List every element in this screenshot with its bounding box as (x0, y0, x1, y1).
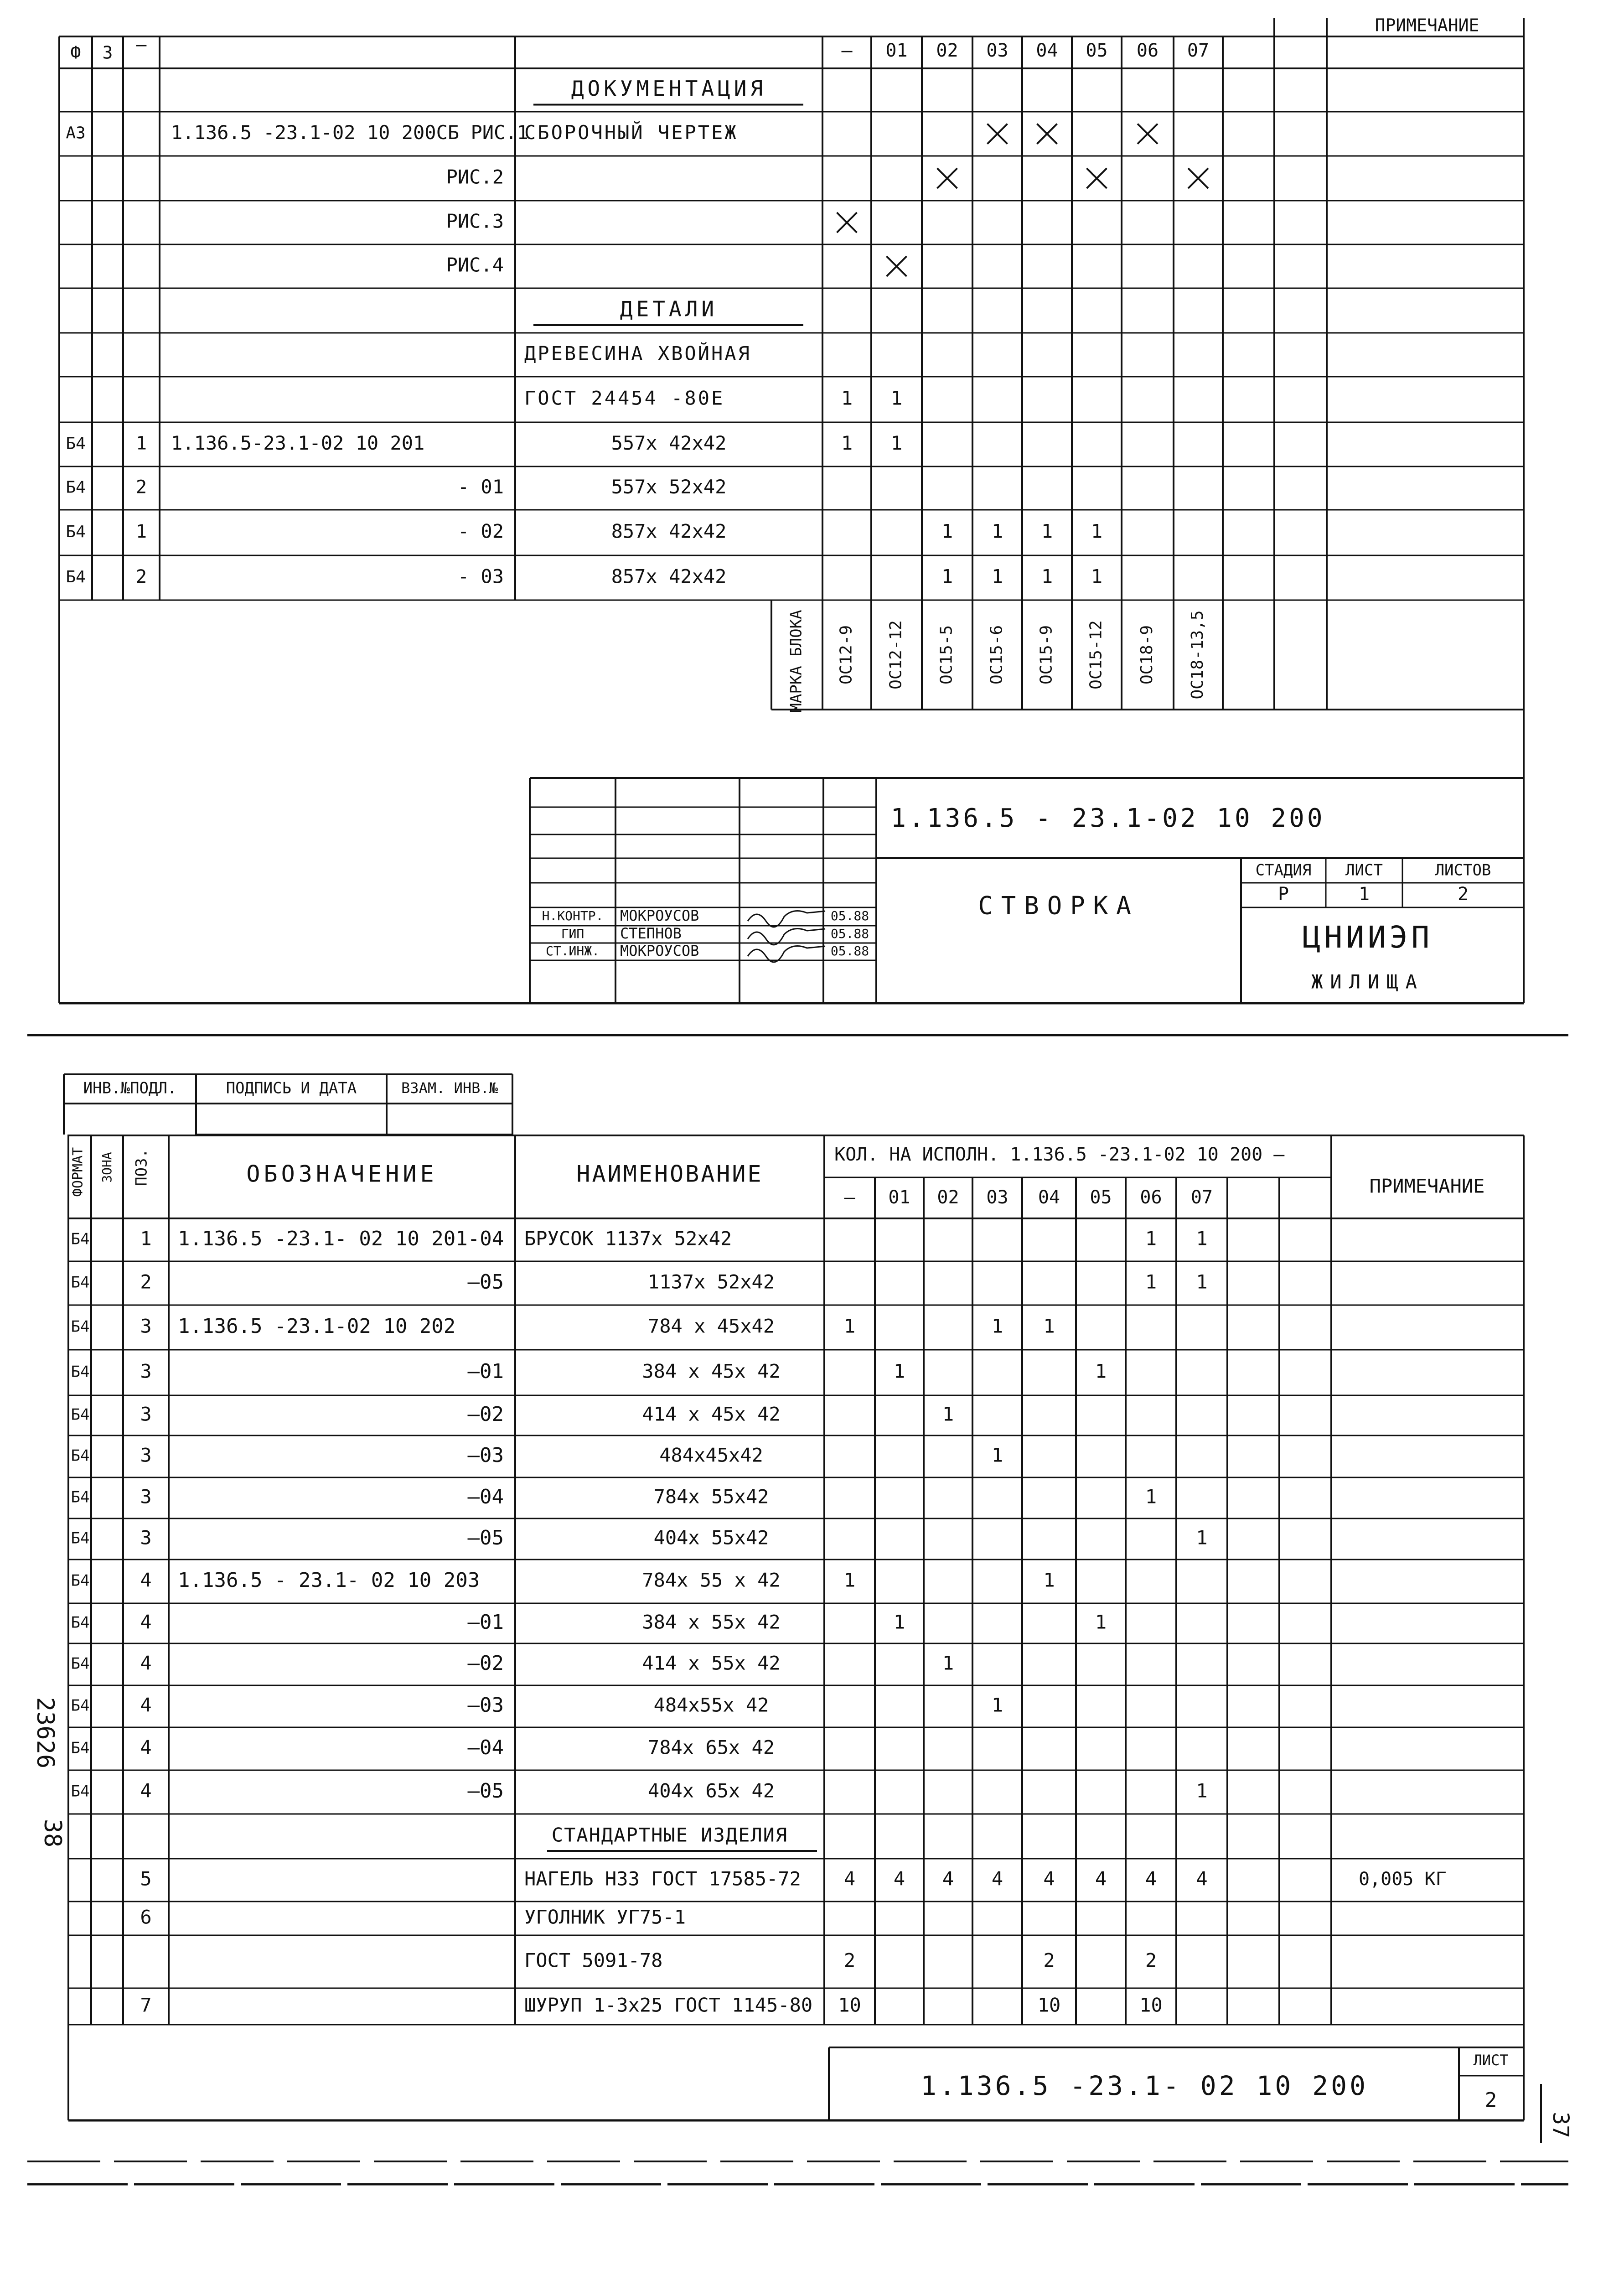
position-cell: 3 (140, 1315, 152, 1337)
stamp-sign-label: ПОДПИСЬ И ДАТА (226, 1079, 357, 1098)
block-mark-label: МАРКА БЛОКА (787, 610, 806, 713)
format-cell: Б4 (71, 1782, 90, 1801)
qty-col-header: 02 (937, 1187, 959, 1208)
organization-name-2: ЖИЛИЩА (1311, 970, 1424, 993)
qty-col-header: — (844, 1187, 855, 1208)
block-mark: ОС12-12 (886, 620, 905, 689)
position-cell: 4 (140, 1736, 152, 1759)
top-col-header: 05 (1086, 40, 1108, 61)
name-cell: СБОРОЧНЫЙ ЧЕРТЕЖ (524, 121, 738, 144)
designation-cell: —01 (467, 1360, 504, 1383)
name-cell: НАГЕЛЬ Н33 ГОСТ 17585-72 (524, 1867, 801, 1890)
qty-cell: 1 (1196, 1779, 1208, 1802)
format-cell: Б4 (71, 1446, 90, 1465)
qty-cell: 1 (841, 387, 853, 409)
qty-cell: 1 (890, 432, 903, 454)
signature-date: 05.88 (830, 908, 869, 923)
position-cell: 5 (140, 1867, 152, 1890)
position-cell: 3 (140, 1444, 152, 1466)
format-cell: Б4 (66, 434, 86, 453)
top-col-header: 06 (1136, 40, 1159, 61)
designation-cell: —05 (467, 1270, 504, 1294)
qty-cell: 1 (841, 432, 853, 454)
sheet-value: 1 (1358, 884, 1370, 905)
format-cell: Б4 (71, 1696, 90, 1715)
designation-cell: 1.136.5 -23.1-02 10 200СБ РИС.1 (171, 121, 528, 144)
qty-cell: 1 (1091, 520, 1103, 543)
designation-cell: —04 (467, 1736, 504, 1759)
name-cell: БРУСОК 1137x 52x42 (524, 1227, 732, 1250)
name-cell: УГОЛНИК УГ75-1 (524, 1906, 686, 1928)
format-cell: А3 (66, 124, 86, 143)
top-col-header: 01 (885, 40, 908, 61)
stamp-vzam-label: ВЗАМ. ИНВ.№ (401, 1079, 498, 1097)
name-cell: 857x 42x42 (611, 565, 727, 588)
top-col-header: 07 (1187, 40, 1210, 61)
block-mark: ОС15-5 (937, 625, 956, 685)
qty-cell: 10 (1037, 1994, 1061, 2016)
designation-cell: —03 (467, 1694, 504, 1717)
top-note-header: ПРИМЕЧАНИЕ (1375, 15, 1479, 36)
designation-cell: РИС.3 (446, 210, 504, 233)
qty-cell: 1 (991, 520, 1003, 543)
qty-cell: 1 (1196, 1270, 1208, 1293)
signature-role: Н.КОНТР. (542, 908, 604, 923)
block-mark: ОС15-12 (1086, 620, 1106, 689)
qty-cell: 1 (893, 1611, 905, 1633)
format-cell: Б4 (71, 1405, 90, 1424)
position-cell: 2 (135, 566, 147, 587)
block-mark: ОС15-9 (1037, 625, 1056, 685)
designation-cell: - 02 (457, 520, 504, 543)
position-cell: 4 (140, 1779, 152, 1802)
signature-name: МОКРОУСОВ (620, 907, 699, 924)
qty-cell: 1 (1091, 565, 1103, 588)
name-cell: 857x 42x42 (611, 520, 727, 543)
position-cell: 4 (140, 1652, 152, 1674)
qty-cell: 4 (1145, 1867, 1157, 1890)
archive-sheet-number: 38 (39, 1819, 66, 1848)
organization-name: ЦНИИЭП (1302, 920, 1433, 955)
block-mark: ОС15-6 (987, 625, 1006, 685)
section-heading: ДОКУМЕНТАЦИЯ (571, 76, 767, 101)
footer-sheet-value: 2 (1484, 2088, 1497, 2112)
qty-cell: 2 (1043, 1949, 1055, 1972)
position-cell: 6 (140, 1906, 152, 1928)
qty-cell: 2 (1145, 1949, 1157, 1972)
designation-cell: 1.136.5 -23.1-02 10 202 (178, 1315, 456, 1338)
position-cell: 3 (140, 1526, 152, 1549)
qty-cell: 1 (1145, 1227, 1157, 1250)
position-cell: 2 (135, 477, 147, 498)
qty-col-header: 04 (1038, 1187, 1060, 1208)
designation-cell: —02 (467, 1652, 504, 1675)
qty-cell: 1 (1043, 1315, 1055, 1337)
qty-cell: 10 (838, 1994, 861, 2016)
qty-cell: 1 (1043, 1569, 1055, 1591)
name-cell: 784x 65x 42 (647, 1736, 775, 1759)
format-cell: Б4 (66, 523, 86, 541)
note-header: ПРИМЕЧАНИЕ (1369, 1175, 1485, 1197)
name-cell: 784 x 45x42 (647, 1315, 775, 1337)
format-cell: Б4 (71, 1273, 90, 1292)
footer-sheet-label: ЛИСТ (1473, 2052, 1509, 2069)
designation-cell: —02 (467, 1403, 504, 1426)
qty-col-header: 03 (986, 1187, 1009, 1208)
signature-name: МОКРОУСОВ (620, 942, 699, 959)
designation-cell: 1.136.5 - 23.1- 02 10 203 (178, 1569, 480, 1592)
sheets-label: ЛИСТОВ (1435, 861, 1491, 880)
signature-date: 05.88 (830, 926, 869, 941)
name-cell: 557x 52x42 (611, 476, 727, 498)
qty-col-header: 05 (1090, 1187, 1112, 1208)
designation-cell: —03 (467, 1444, 504, 1467)
format-cell: Б4 (71, 1363, 90, 1381)
qty-cell: 4 (843, 1867, 856, 1890)
qty-cell: 4 (991, 1867, 1003, 1890)
qty-cell: 1 (941, 565, 953, 588)
top-col-header: 04 (1036, 40, 1058, 61)
qty-cell: 1 (941, 520, 953, 543)
top-col-header: — (841, 40, 853, 61)
position-cell: 1 (140, 1227, 152, 1250)
note-cell: 0,005 КГ (1359, 1869, 1447, 1890)
position-header: ПОЗ. (132, 1149, 151, 1186)
qty-cell: 1 (893, 1360, 905, 1383)
qty-cell: 1 (1145, 1485, 1157, 1508)
qty-cell: 1 (1196, 1526, 1208, 1549)
designation-cell: РИС.2 (446, 166, 504, 188)
format-cell: Б4 (66, 568, 86, 586)
qty-cell: 4 (1196, 1867, 1208, 1890)
qty-cell: 1 (991, 1694, 1003, 1716)
document-title: СТВОРКА (978, 891, 1139, 920)
position-cell: 4 (140, 1611, 152, 1633)
name-cell: 484x45x42 (659, 1444, 763, 1466)
name-cell: ШУРУП 1-3x25 ГОСТ 1145-80 (524, 1994, 813, 2016)
block-mark: ОС18-9 (1138, 625, 1156, 685)
format-cell: Б4 (71, 1613, 90, 1632)
qty-cell: 4 (1095, 1867, 1107, 1890)
qty-cell: 1 (1095, 1611, 1107, 1633)
footer-document-code: 1.136.5 -23.1- 02 10 200 (920, 2070, 1369, 2102)
format-cell: Б4 (66, 478, 86, 497)
name-cell: 784x 55 x 42 (642, 1569, 781, 1591)
position-cell: 2 (140, 1270, 152, 1293)
top-col-header: 03 (986, 40, 1009, 61)
format-cell: Б4 (71, 1571, 90, 1590)
format-cell: Б4 (71, 1230, 90, 1249)
position-cell: 4 (140, 1694, 152, 1716)
position-cell: 3 (140, 1485, 152, 1508)
format-cell: Б4 (71, 1654, 90, 1673)
signature-role: СТ.ИНЖ. (545, 943, 600, 959)
name-cell: 384 x 45x 42 (642, 1360, 781, 1383)
qty-cell: 1 (942, 1652, 954, 1674)
qty-cell: 1 (1041, 520, 1053, 543)
archive-number: 23626 (31, 1697, 59, 1769)
qty-cell: 4 (942, 1867, 954, 1890)
designation-cell: - 01 (457, 476, 504, 498)
sheet-label: ЛИСТ (1345, 861, 1383, 880)
designation-cell: —01 (467, 1611, 504, 1634)
position-cell: 3 (140, 1403, 152, 1425)
qty-cell: 4 (893, 1867, 905, 1890)
designation-cell: РИС.4 (446, 254, 504, 276)
page-number: 37 (1548, 2112, 1573, 2138)
designation-cell: 1.136.5-23.1-02 10 201 (171, 432, 425, 454)
designation-header: ОБОЗНАЧЕНИЕ (246, 1161, 438, 1187)
qty-cell: 2 (843, 1949, 856, 1972)
name-cell: ГОСТ 5091-78 (524, 1949, 663, 1972)
name-cell: 414 x 55x 42 (642, 1652, 781, 1674)
name-cell: 404x 55x42 (653, 1526, 769, 1549)
qty-cell: 1 (1041, 565, 1053, 588)
name-cell: 557x 42x42 (611, 432, 727, 454)
qty-cell: 1 (1145, 1270, 1157, 1293)
qty-cell: 1 (942, 1403, 954, 1425)
qty-cell: 1 (991, 1315, 1003, 1337)
qty-cell: 1 (843, 1315, 856, 1337)
name-header: НАИМЕНОВАНИЕ (576, 1161, 763, 1187)
name-cell: 414 x 45x 42 (642, 1403, 781, 1425)
qty-cell: 1 (991, 1444, 1003, 1466)
qty-col-header: 06 (1140, 1187, 1162, 1208)
table-text (31, 16, 1573, 2138)
quantity-header: КОЛ. НА ИСПОЛН. 1.136.5 -23.1-02 10 200 — (834, 1144, 1285, 1165)
qty-cell: 1 (991, 565, 1003, 588)
designation-cell: —05 (467, 1779, 504, 1803)
signature-date: 05.88 (830, 943, 869, 959)
format-cell: Б4 (71, 1317, 90, 1336)
name-cell: ДРЕВЕСИНА ХВОЙНАЯ (524, 342, 751, 365)
sheets-value: 2 (1457, 884, 1469, 905)
section-heading: ДЕТАЛИ (620, 296, 718, 321)
qty-cell: 1 (1095, 1360, 1107, 1383)
qty-cell: 4 (1043, 1867, 1055, 1890)
format-cell: Б4 (71, 1488, 90, 1507)
position-cell: 4 (140, 1569, 152, 1591)
designation-cell: —05 (467, 1526, 504, 1549)
stage-value: Р (1277, 884, 1289, 905)
name-cell: 384 x 55x 42 (642, 1611, 781, 1633)
position-cell: 7 (140, 1994, 152, 2016)
pos-mark: — (136, 34, 147, 55)
stamp-inv-label: ИНВ.№ПОДЛ. (83, 1079, 177, 1098)
format-cell: Б4 (71, 1529, 90, 1548)
name-cell: ГОСТ 24454 -80Е (524, 387, 725, 409)
zone-header: ЗОНА (99, 1152, 114, 1183)
qty-cell: 1 (890, 387, 903, 409)
top-col-header: 02 (936, 40, 958, 61)
signature-name: СТЕПНОВ (620, 925, 682, 942)
qty-cell: 1 (843, 1569, 856, 1591)
name-cell: 1137x 52x42 (647, 1270, 775, 1293)
position-cell: 1 (135, 521, 147, 542)
table-grid (27, 15, 1568, 2184)
section-heading: СТАНДАРТНЫЕ ИЗДЕЛИЯ (551, 1824, 788, 1846)
block-mark: ОС18-13,5 (1188, 610, 1207, 700)
name-cell: 784x 55x42 (653, 1485, 769, 1508)
qty-col-header: 01 (888, 1187, 910, 1208)
stage-label: СТАДИЯ (1255, 861, 1312, 880)
signature-scribble (748, 911, 825, 927)
name-cell: 404x 65x 42 (647, 1779, 775, 1802)
designation-cell: 1.136.5 -23.1- 02 10 201-04 (178, 1227, 504, 1250)
format-cell: Б4 (71, 1739, 90, 1757)
zone-mark: З (102, 42, 113, 63)
block-mark: ОС12-9 (837, 625, 856, 685)
name-cell: 484x55x 42 (653, 1694, 769, 1716)
position-cell: 1 (135, 433, 147, 454)
format-header: ФОРМАТ (70, 1147, 86, 1197)
signature-role: ГИП (561, 926, 584, 941)
designation-cell: - 03 (457, 565, 504, 588)
format-mark: Ф (70, 42, 81, 63)
qty-col-header: 07 (1190, 1187, 1213, 1208)
qty-cell: 1 (1196, 1227, 1208, 1250)
designation-cell: —04 (467, 1485, 504, 1508)
document-code: 1.136.5 - 23.1-02 10 200 (890, 803, 1325, 834)
qty-cell: 10 (1139, 1994, 1163, 2016)
position-cell: 3 (140, 1360, 152, 1383)
